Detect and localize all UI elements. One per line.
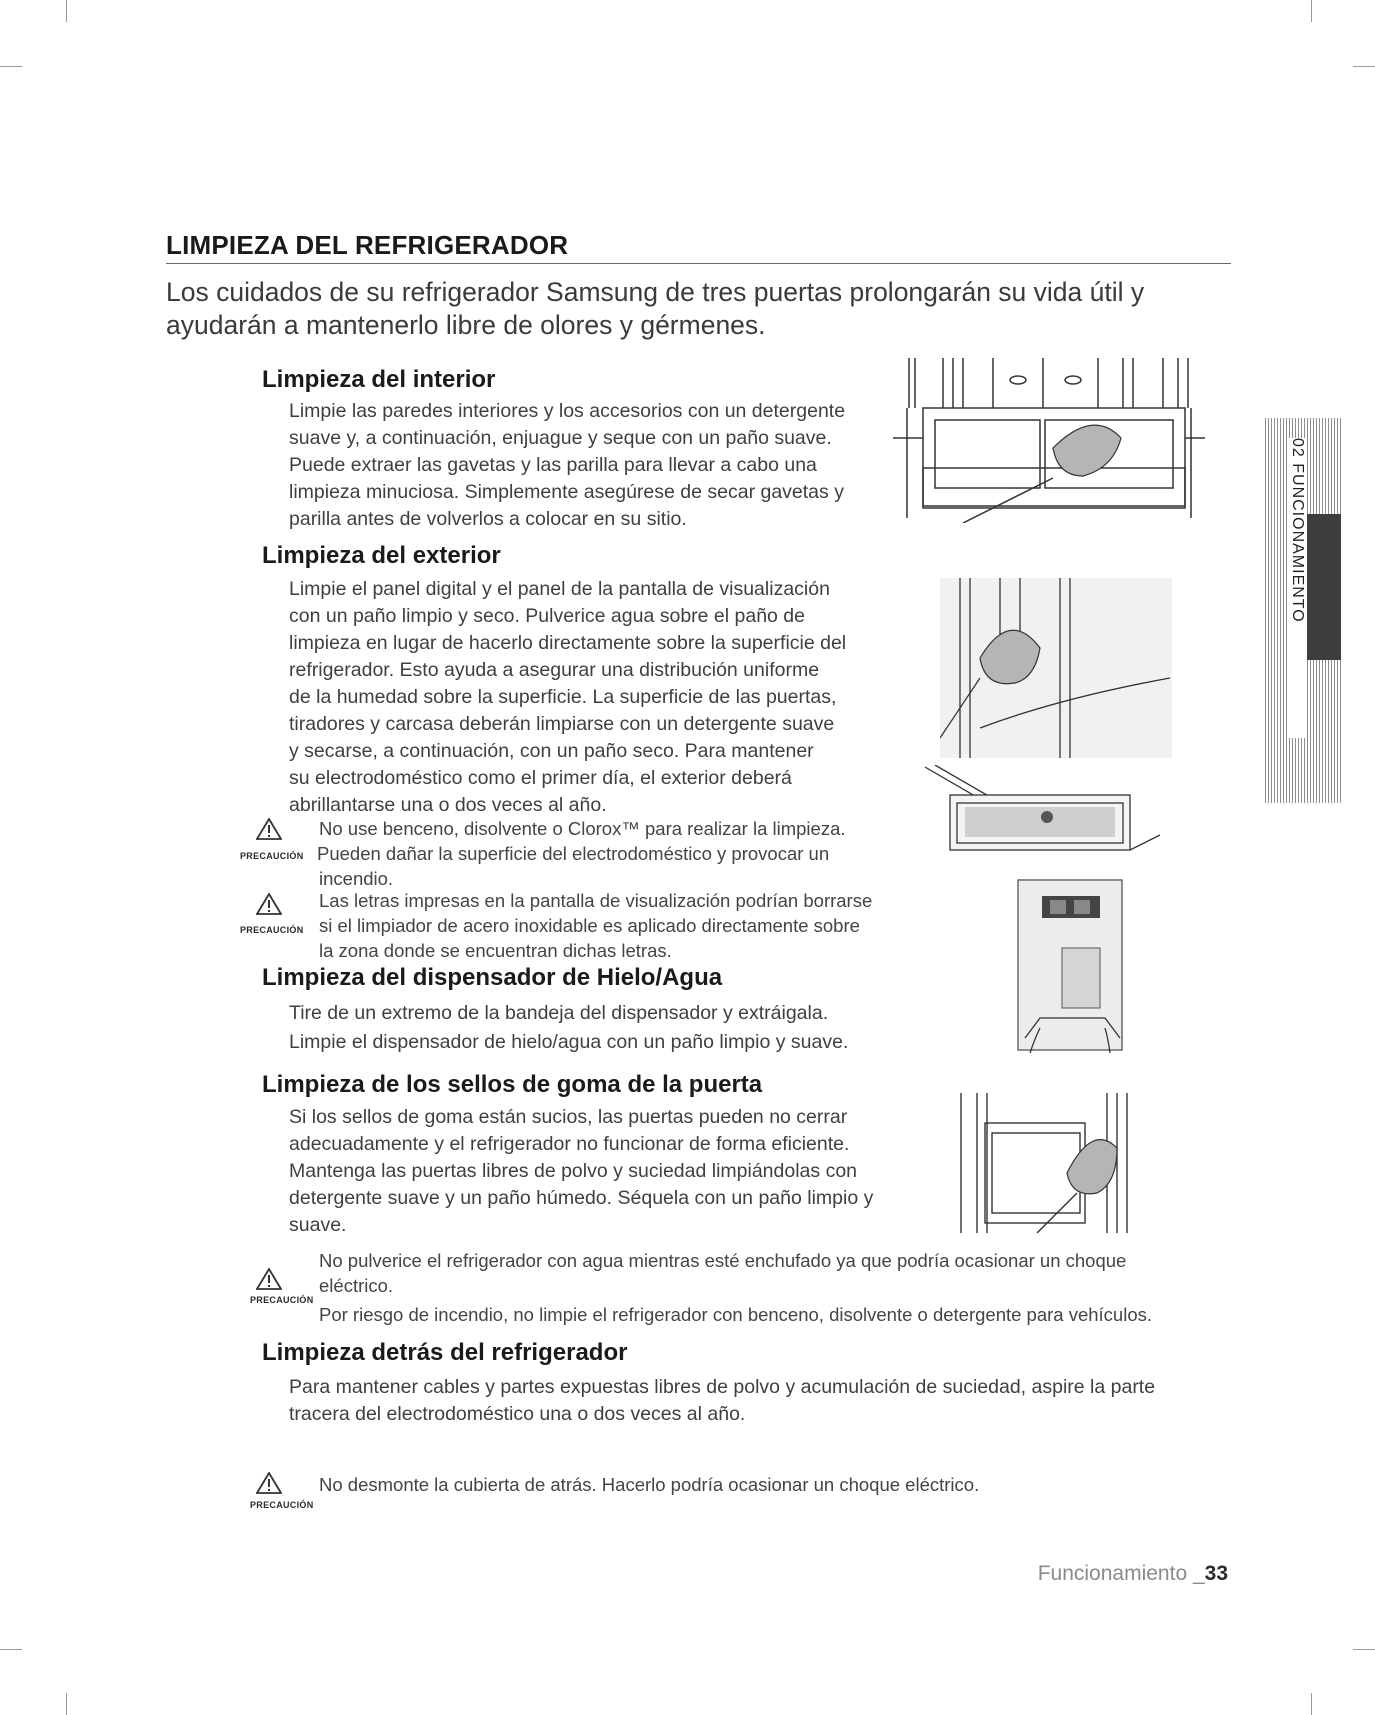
crop-mark <box>66 0 67 22</box>
exterior-cleaning-illustration <box>940 578 1172 758</box>
text-line: Pueden dañar la superficie del electrodoméstico y provocar un <box>317 843 830 864</box>
text-line: refrigerador. Esto ayuda a asegurar una distribución uniforme <box>289 659 820 681</box>
heading-exterior: Limpieza del exterior <box>262 542 501 569</box>
text-line: Limpie las paredes interiores y los accesorios con un detergente <box>289 400 846 422</box>
dispenser-illustration <box>1010 878 1130 1073</box>
caution-text <box>319 816 846 891</box>
dispenser-text <box>289 999 848 1057</box>
text-line: si el limpiador de acero inoxidable es aplicado directamente sobre <box>319 915 860 936</box>
text-line: con un paño limpio y seco. Pulverice agua sobre el paño de <box>289 605 805 627</box>
behind-text <box>289 1374 1155 1428</box>
text-line: parilla antes de volverlos a colocar en su sitio. <box>289 508 687 530</box>
text-line: Mantenga las puertas libres de polvo y suciedad limpiándolas con <box>289 1160 858 1182</box>
text-line: de la humedad sobre la superficie. La superficie de las puertas, <box>289 686 837 708</box>
crop-mark <box>0 1649 22 1650</box>
crop-mark <box>1311 1693 1312 1715</box>
text-line: limpieza minuciosa. Simplemente asegúrese de secar gavetas y <box>289 481 844 503</box>
text-line: Puede extraer las gavetas y las parilla para llevar a cabo una <box>289 454 817 476</box>
text-line: adecuadamente y el refrigerador no funcionar de forma eficiente. <box>289 1133 850 1155</box>
display-panel-illustration <box>925 765 1160 857</box>
text-line: su electrodoméstico como el primer día, el exterior deberá <box>289 767 792 789</box>
crop-mark <box>1353 66 1375 67</box>
caution-label: PRECAUCIÓN <box>240 851 304 861</box>
text-line: Tire de un extremo de la bandeja del dispensador y extráigala. <box>289 1002 829 1024</box>
caution-label: PRECAUCIÓN <box>250 1295 314 1305</box>
text-line: la zona donde se encuentran dichas letras. <box>319 940 672 961</box>
text-line: Las letras impresas en la pantalla de visualización podrían borrarse <box>319 890 873 911</box>
caution-label: PRECAUCIÓN <box>250 1500 314 1510</box>
door-seal-illustration <box>957 1093 1132 1233</box>
text-line: Por riesgo de incendio, no limpie el refrigerador con benceno, disolvente o detergente para vehículos. <box>319 1304 1153 1325</box>
heading-dispenser: Limpieza del dispensador de Hielo/Agua <box>262 964 723 991</box>
text-line: limpieza en lugar de hacerlo directamente sobre la superficie del <box>289 632 847 654</box>
heading-seals: Limpieza de los sellos de goma de la puerta <box>262 1071 763 1098</box>
crop-mark <box>0 66 22 67</box>
page-title: LIMPIEZA DEL REFRIGERADOR <box>166 230 1231 264</box>
crop-mark <box>1311 0 1312 22</box>
interior-text <box>289 398 845 533</box>
text-line: incendio. <box>319 868 394 889</box>
chapter-side-tab <box>1265 418 1341 803</box>
text-line: No use benceno, disolvente o Clorox™ para realizar la limpieza. <box>319 818 846 839</box>
text-line: tiradores y carcasa deberán limpiarse con un detergente suave <box>289 713 835 735</box>
footer-section: Funcionamiento _ <box>1037 1562 1205 1585</box>
seals-text <box>289 1104 873 1239</box>
warning-triangle-icon <box>256 1472 282 1494</box>
text-line: suave y, a continuación, enjuague y seque con un paño suave. <box>289 427 832 449</box>
text-line: detergente suave y un paño húmedo. Séquela con un paño limpio y <box>289 1187 874 1209</box>
crop-mark <box>66 1693 67 1715</box>
text-line: suave. <box>289 1214 347 1236</box>
warning-triangle-icon <box>256 893 282 915</box>
caution-label: PRECAUCIÓN <box>240 925 304 935</box>
intro-text: Los cuidados de su refrigerador Samsung de tres puertas prolongarán su vida útil y ayudarán a mantenerlo libre de olores y gérmenes. <box>166 277 1145 340</box>
text-line: abrillantarse una o dos veces al año. <box>289 794 607 816</box>
text-line: tracera del electrodoméstico una o dos veces al año. <box>289 1403 746 1425</box>
heading-behind: Limpieza detrás del refrigerador <box>262 1339 628 1366</box>
caution-text <box>319 888 872 963</box>
heading-interior: Limpieza del interior <box>262 366 496 393</box>
caution-text: No desmonte la cubierta de atrás. Hacerlo podría ocasionar un choque eléctrico. <box>319 1474 980 1495</box>
page-footer <box>1038 1562 1228 1586</box>
text-line: eléctrico. <box>319 1275 394 1296</box>
text-line: Si los sellos de goma están sucios, las puertas pueden no cerrar <box>289 1106 848 1128</box>
text-line: Limpie el panel digital y el panel de la pantalla de visualización <box>289 578 830 600</box>
text-line: Para mantener cables y partes expuestas libres de polvo y acumulación de suciedad, aspire la parte <box>289 1376 1156 1398</box>
caution-text <box>319 1248 1152 1327</box>
text-line: No pulverice el refrigerador con agua mientras esté enchufado ya que podría ocasionar un choque <box>319 1250 1127 1271</box>
side-tab-label: 02 FUNCIONAMIENTO <box>1287 438 1307 738</box>
warning-triangle-icon <box>256 1268 282 1290</box>
page-number: 33 <box>1204 1562 1228 1585</box>
interior-cleaning-illustration <box>893 358 1205 523</box>
text-line: Limpie el dispensador de hielo/agua con un paño limpio y suave. <box>289 1031 849 1053</box>
text-line: y secarse, a continuación, con un paño seco. Para mantener <box>289 740 814 762</box>
exterior-text <box>289 576 846 819</box>
crop-mark <box>1353 1649 1375 1650</box>
warning-triangle-icon <box>256 818 282 840</box>
